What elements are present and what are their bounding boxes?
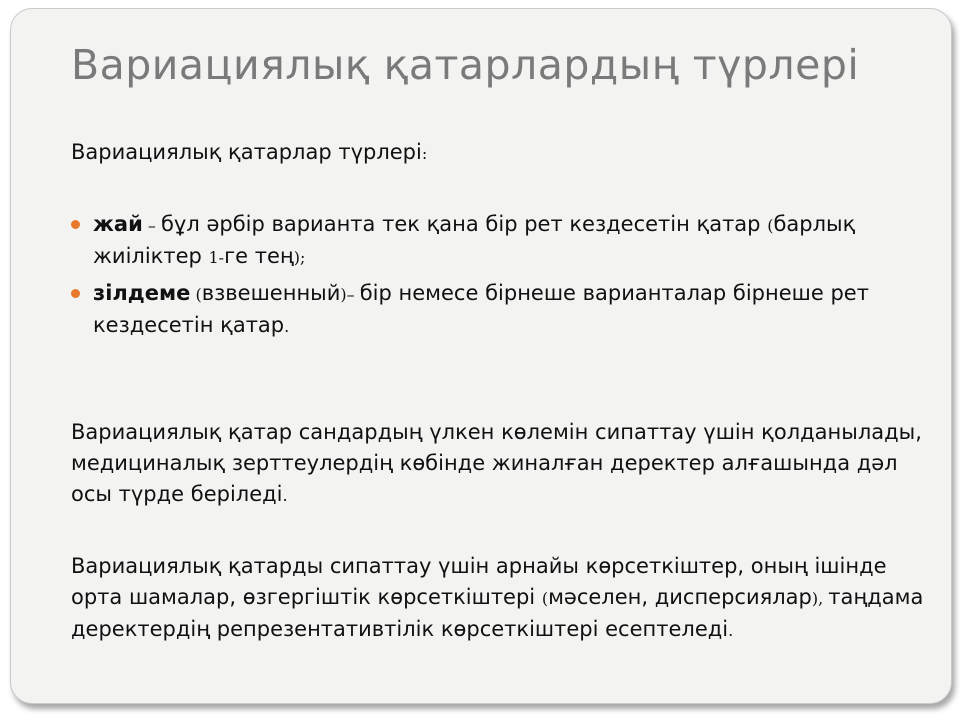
bullet-dot-icon (71, 289, 80, 298)
intro-colon: : (421, 144, 428, 163)
bullet-number-one: 1- (208, 248, 225, 267)
paragraph-text: Вариациялық қатар сандардың үлкен көлемін сипаттау үшін қолданылады, медициналық зерттеулердің көбінде жиналған деректер алғашында дәл осы түрде беріледі (71, 420, 922, 506)
bullet-text-middle: взвешенный (201, 281, 341, 305)
bullet-text-after: ге тең (224, 244, 294, 268)
bullet-paren-open: ( (767, 216, 774, 235)
intro-text: Вариациялық қатарлар түрлері (71, 140, 422, 164)
bullet-dash: – (142, 216, 161, 235)
paragraph-text-after: таңдама деректердің репрезентативтілік көрсеткіштері есептеледі (71, 585, 924, 641)
paragraph-text: Вариациялық қатарды сипаттау үшін арнайы көрсеткіштер, оның ішінде орта шамалар, өзгергіштік көрсеткіштері (71, 554, 887, 609)
paragraph-period: . (728, 621, 734, 640)
paragraph-period: . (282, 486, 288, 505)
paragraph-usage (71, 417, 941, 511)
slide-title: Вариациялық қатарлардың түрлері (71, 41, 860, 89)
slide-frame (10, 8, 952, 704)
bullet-period: . (284, 317, 290, 336)
paragraph-text-middle: мәселен, дисперсиялар (548, 585, 812, 609)
bullet-text-middle: барлық жиіліктер (93, 212, 856, 268)
intro-line (71, 137, 427, 169)
bullet-paren-close: ); (293, 248, 306, 267)
bullet-term: жай (93, 212, 143, 236)
bullet-dot-icon (71, 220, 80, 229)
paragraph-paren-open: ( (541, 589, 549, 608)
bullet-item-simple (71, 209, 931, 273)
bullet-item-weighted (71, 278, 931, 342)
paragraph-indicators (71, 551, 941, 646)
bullet-list (71, 209, 931, 347)
bullet-term: зілдеме (93, 281, 191, 305)
bullet-paren-close: )– (340, 285, 360, 304)
bullet-text-after: бір немесе бірнеше варианталар бірнеше рет кездесетін қатар (93, 281, 869, 337)
bullet-text: бұл әрбір варианта тек қана бір рет кездесетін қатар (160, 212, 768, 236)
paragraph-paren-close: ), (811, 589, 829, 608)
bullet-paren-open: ( (190, 285, 202, 304)
